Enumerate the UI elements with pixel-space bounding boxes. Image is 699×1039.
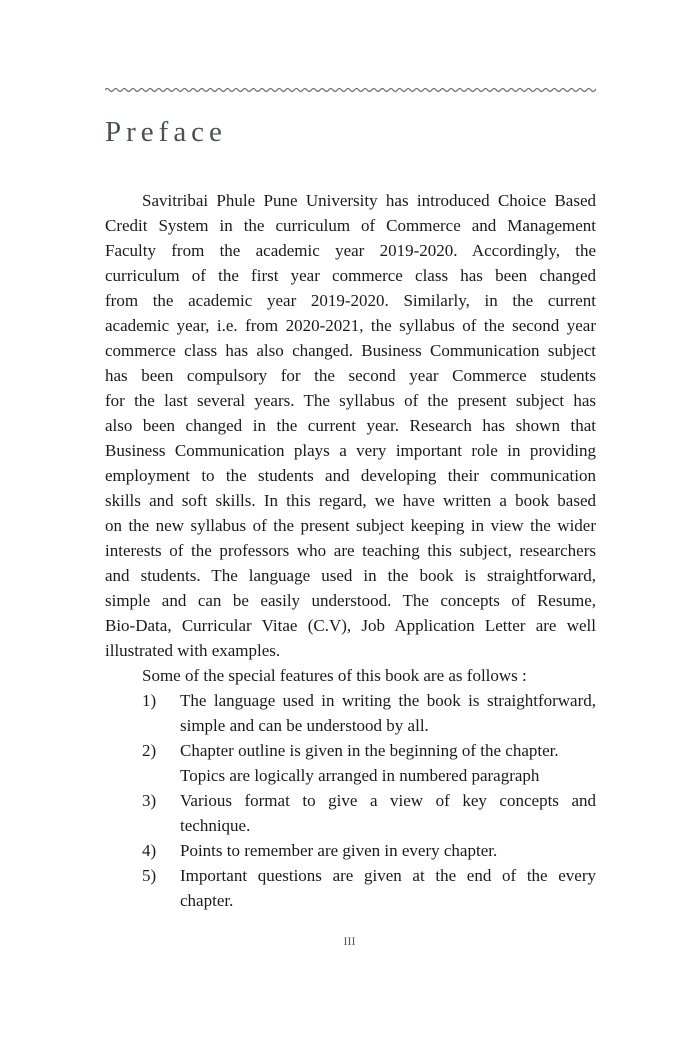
feature-text <box>180 863 596 913</box>
feature-line: Points to remember are given in every chapter. <box>180 841 498 860</box>
paragraph-line: skills and soft skills. In this regard, we have written a book based <box>105 491 596 510</box>
paragraph-line: interests of the professors who are teaching this subject, researchers <box>105 541 596 560</box>
paragraph-line: curriculum of the first year commerce class has been changed <box>105 266 596 285</box>
feature-number: 5) <box>142 866 157 885</box>
paragraph-line: academic year, i.e. from 2020-2021, the syllabus of the second year <box>105 316 596 335</box>
paragraph-line: also been changed in the current year. Research has shown that <box>105 416 596 435</box>
paragraph-line: and students. The language used in the book is straightforward, <box>105 566 596 585</box>
feature-item <box>105 838 596 863</box>
paragraph-line: illustrated with examples. <box>105 641 281 660</box>
feature-line: chapter. <box>180 891 234 910</box>
paragraph-line: employment to the students and developing their communication <box>105 466 596 485</box>
paragraph-line: for the last several years. The syllabus of the present subject has <box>105 391 596 410</box>
feature-line: Important questions are given at the end of the every <box>180 866 596 885</box>
feature-text <box>180 688 596 738</box>
feature-item <box>105 688 596 738</box>
feature-number: 1) <box>142 691 157 710</box>
feature-number: 4) <box>142 841 157 860</box>
paragraph-line: Savitribai Phule Pune University has introduced Choice Based <box>142 191 596 210</box>
feature-number: 3) <box>142 791 157 810</box>
feature-line: Chapter outline is given in the beginning of the chapter. <box>180 741 559 760</box>
paragraph-line: Business Communication plays a very important role in providing <box>105 441 596 460</box>
paragraph-line: from the academic year 2019-2020. Similarly, in the current <box>105 291 596 310</box>
feature-item <box>105 738 596 788</box>
page-title: Preface <box>105 116 227 148</box>
features-intro: Some of the special features of this book are as follows : <box>142 666 527 685</box>
feature-text <box>180 738 596 788</box>
features-list <box>105 688 596 913</box>
feature-item <box>105 788 596 838</box>
feature-item <box>105 863 596 913</box>
paragraph-line: commerce class has also changed. Business Communication subject <box>105 341 596 360</box>
feature-line: The language used in writing the book is straightforward, <box>180 691 596 710</box>
decorative-wavy-rule <box>105 84 596 96</box>
paragraph-line: has been compulsory for the second year Commerce students <box>105 366 596 385</box>
feature-text <box>180 788 596 838</box>
paragraph-line: simple and can be easily understood. The concepts of Resume, <box>105 591 596 610</box>
feature-line: simple and can be understood by all. <box>180 716 429 735</box>
feature-text <box>180 838 596 863</box>
paragraph-line: Bio-Data, Curricular Vitae (C.V), Job Application Letter are well <box>105 616 596 635</box>
paragraph-line: on the new syllabus of the present subject keeping in view the wider <box>105 516 596 535</box>
preface-paragraph <box>105 188 596 663</box>
preface-body <box>105 188 596 913</box>
feature-line: technique. <box>180 816 251 835</box>
feature-line: Various format to give a view of key concepts and <box>180 791 596 810</box>
feature-line: Topics are logically arranged in numbered paragraph <box>180 766 540 785</box>
page-number: III <box>343 934 356 948</box>
paragraph-line: Faculty from the academic year 2019-2020. Accordingly, the <box>105 241 596 260</box>
paragraph-line: Credit System in the curriculum of Commerce and Management <box>105 216 596 235</box>
feature-number: 2) <box>142 741 157 760</box>
